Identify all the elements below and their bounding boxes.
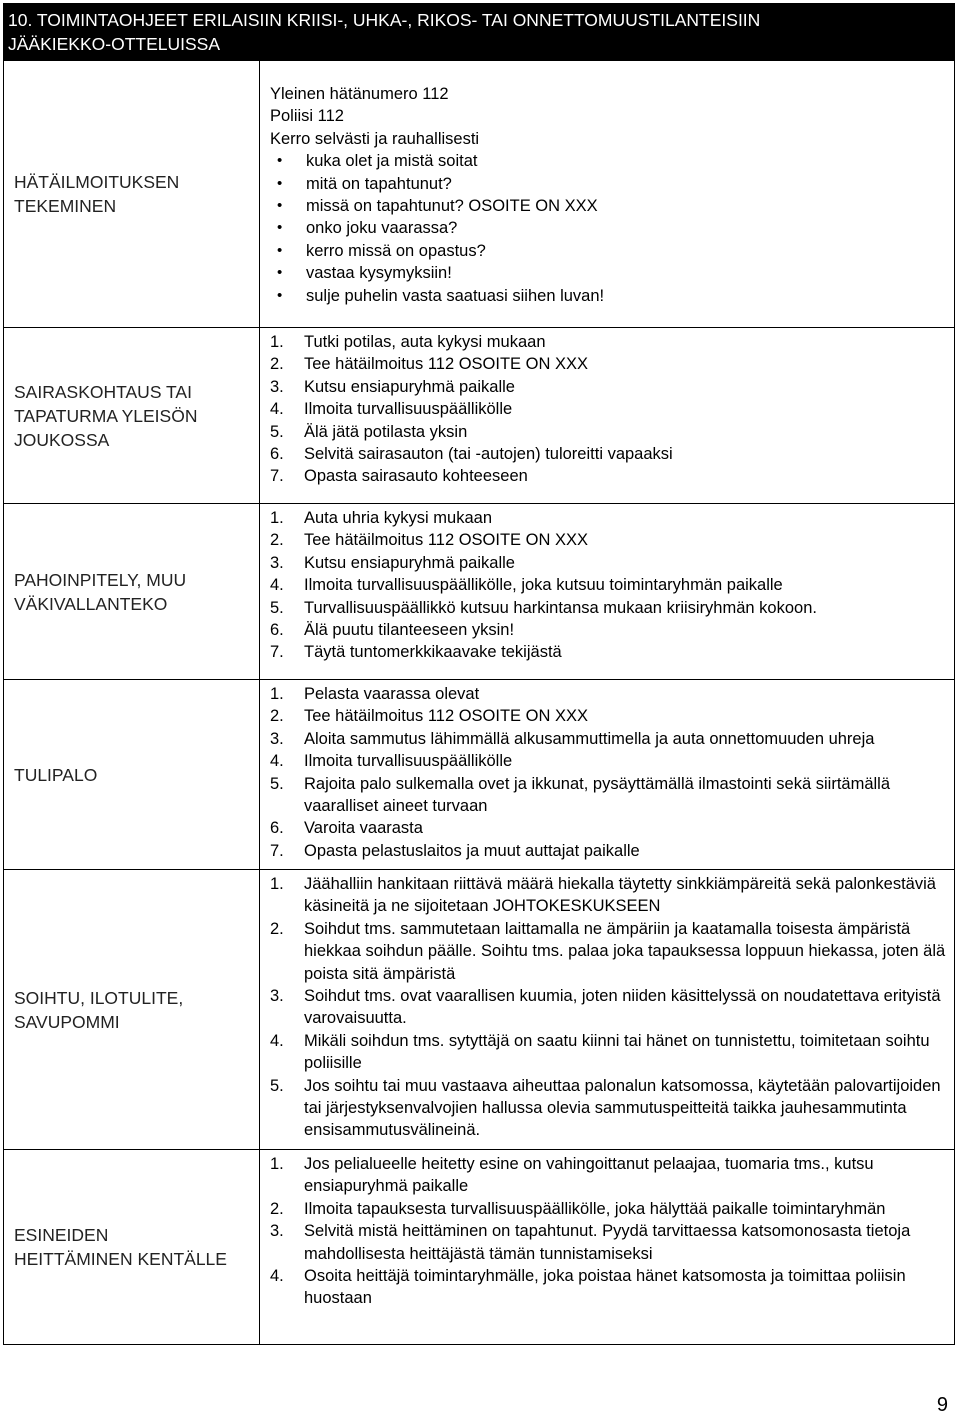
list-item — [270, 353, 948, 375]
label-line: SOIHTU, ILOTULITE, — [14, 987, 184, 1008]
item-number: 2. — [270, 707, 284, 726]
label-line: SAIRASKOHTAUS TAI — [14, 381, 192, 402]
list-item — [270, 552, 948, 574]
label-cell-tulipalo — [4, 680, 260, 870]
list-item — [270, 773, 948, 818]
list-item — [270, 619, 948, 641]
section-label — [4, 1223, 259, 1271]
item-text: Täytä tuntomerkkikaavake tekijästä — [304, 643, 562, 662]
instructions-table — [3, 3, 955, 1345]
list-item — [270, 728, 948, 750]
item-text: Älä jätä potilasta yksin — [304, 422, 468, 441]
label-line: HÄTÄILMOITUKSEN — [14, 172, 180, 192]
row-sairaskohtaus — [4, 328, 955, 504]
label-cell-esineiden — [4, 1150, 260, 1345]
item-text: Jos soihtu tai muu vastaava aiheuttaa palonalun katsomossa, käytetään palovartijoiden tai järjestyksenvalvojien hallussa olevia sammutuspeitteitä taikka jauhesammutinta ensisammutusvälineinä. — [304, 1076, 941, 1140]
list-item — [270, 443, 948, 465]
item-number: 5. — [270, 1076, 284, 1095]
item-text: Auta uhria kykysi mukaan — [304, 509, 493, 527]
bullet-item: • kerro missä on opastus? — [270, 240, 948, 262]
item-number: 6. — [270, 819, 284, 838]
list-item — [270, 750, 948, 772]
content-cell-pahoinpitely — [260, 504, 955, 680]
item-text: Pelasta vaarassa olevat — [304, 685, 480, 703]
content-cell-sairaskohtaus — [260, 328, 955, 504]
item-text: Tee hätäilmoitus 112 OSOITE ON XXX — [304, 707, 588, 726]
content-cell-hatailmoitus — [260, 61, 955, 328]
label-line: PAHOINPITELY, MUU — [14, 569, 187, 590]
list-item — [270, 376, 948, 398]
row-soihtu — [4, 870, 955, 1150]
row-hatailmoitus — [4, 61, 955, 328]
item-number: 4. — [270, 1267, 284, 1286]
section-label — [4, 568, 259, 616]
item-number: 4. — [270, 576, 284, 595]
item-number: 1. — [270, 333, 284, 351]
bullet-item: • missä on tapahtunut? OSOITE ON XXX — [270, 195, 948, 217]
label-line: SAVUPOMMI — [14, 1011, 120, 1032]
list-item — [270, 1198, 948, 1220]
item-number: 3. — [270, 729, 284, 748]
list-item — [270, 1075, 948, 1142]
section-label — [4, 170, 259, 218]
item-text: Rajoita palo sulkemalla ovet ja ikkunat, pysäyttämällä ilmastointi sekä siirtämällä vaaralliset aineet turvaan — [304, 774, 891, 816]
item-text: Ilmoita turvallisuuspäällikölle, joka kutsuu toimintaryhmän paikalle — [304, 576, 783, 595]
item-number: 3. — [270, 377, 284, 396]
item-text: Selvitä sairasauton (tai -autojen) tuloreitti vapaaksi — [304, 445, 673, 464]
item-number: 4. — [270, 752, 284, 771]
item-text: Soihdut tms. ovat vaarallisen kuumia, joten niiden käsittelyssä on noudatettava erityistä varovaisuutta. — [304, 987, 941, 1028]
item-text: Tutki potilas, auta kykysi mukaan — [304, 333, 546, 351]
item-number: 5. — [270, 598, 284, 617]
item-number: 5. — [270, 774, 284, 793]
document-title — [4, 4, 955, 61]
content-cell-esineiden — [260, 1150, 955, 1345]
section-label — [4, 763, 259, 787]
instruction-line: Kerro selvästi ja rauhallisesti — [270, 129, 480, 148]
item-number: 1. — [270, 1155, 284, 1173]
list-item — [270, 398, 948, 420]
item-text: Ilmoita turvallisuuspäällikölle — [304, 752, 513, 771]
item-text: Opasta sairasauto kohteeseen — [304, 467, 528, 486]
list-item — [270, 421, 948, 443]
label-line: VÄKIVALLANTEKO — [14, 593, 168, 614]
police-number: Poliisi 112 — [270, 107, 344, 126]
bullet-item: • sulje puhelin vasta saatuasi siihen luvan! — [270, 285, 948, 307]
list-item — [270, 465, 948, 487]
item-number: 7. — [270, 467, 284, 486]
numbered-list — [270, 873, 948, 1142]
label-cell-pahoinpitely — [4, 504, 260, 680]
section-label — [4, 380, 259, 452]
list-item — [270, 985, 948, 1030]
item-text: Älä puutu tilanteeseen yksin! — [304, 621, 515, 640]
item-text: Tee hätäilmoitus 112 OSOITE ON XXX — [304, 355, 588, 374]
list-item — [270, 1265, 948, 1310]
item-number: 4. — [270, 400, 284, 419]
content-cell-soihtu — [260, 870, 955, 1150]
label-line: TEKEMINEN — [14, 196, 117, 216]
item-number: 6. — [270, 445, 284, 464]
title-line-1: 10. TOIMINTAOHJEET ERILAISIIN KRIISI-, UHKA-, RIKOS- TAI ONNETTOMUUSTILANTEISIIN — [8, 10, 761, 30]
list-item — [270, 507, 948, 529]
item-number: 1. — [270, 509, 284, 527]
item-number: 2. — [270, 1199, 284, 1218]
list-item — [270, 817, 948, 839]
item-number: 3. — [270, 553, 284, 572]
numbered-list — [270, 507, 948, 664]
item-number: 6. — [270, 621, 284, 640]
emergency-number: Yleinen hätänumero 112 — [270, 85, 449, 103]
page-number: 9 — [936, 1394, 948, 1416]
numbered-list — [270, 1153, 948, 1310]
list-item — [270, 683, 948, 705]
list-item — [270, 529, 948, 551]
item-number: 3. — [270, 1222, 284, 1241]
item-text: Selvitä mistä heittäminen on tapahtunut. Pyydä tarvittaessa katsomonosasta tietoja mahdollisesta heittäjästä tämän tunnistamiseksi — [304, 1222, 911, 1263]
item-text: Ilmoita tapauksesta turvallisuuspäällikölle, joka hälyttää paikalle toimintaryhmän — [304, 1199, 886, 1218]
list-item — [270, 873, 948, 918]
numbered-list — [270, 331, 948, 488]
label-line: TAPATURMA YLEISÖN — [14, 405, 198, 426]
item-text: Varoita vaarasta — [304, 819, 423, 838]
item-text: Tee hätäilmoitus 112 OSOITE ON XXX — [304, 531, 588, 550]
item-number: 7. — [270, 643, 284, 662]
content-cell-tulipalo — [260, 680, 955, 870]
item-text: Jäähalliin hankitaan riittävä määrä hiekalla täytetty sinkkiämpäreitä sekä palonkestäviä käsineitä ja ne sijoitetaan JOHTOKESKUKSEEN — [304, 875, 936, 916]
bullet-item: • vastaa kysymyksiin! — [270, 262, 948, 284]
list-item — [270, 705, 948, 727]
section-label — [4, 986, 259, 1034]
item-text: Jos pelialueelle heitetty esine on vahingoittanut pelaajaa, tuomaria tms., kutsu ensiapuryhmä paikalle — [304, 1155, 874, 1196]
item-number: 1. — [270, 875, 284, 893]
item-number: 7. — [270, 841, 284, 860]
bullet-list — [270, 150, 948, 307]
list-item — [270, 597, 948, 619]
bullet-item: • onko joku vaarassa? — [270, 217, 948, 239]
list-item — [270, 918, 948, 985]
label-cell-hatailmoitus — [4, 61, 260, 328]
label-line: JOUKOSSA — [14, 429, 110, 450]
list-item — [270, 840, 948, 862]
bullet-item: • mitä on tapahtunut? — [270, 173, 948, 195]
item-text: Opasta pelastuslaitos ja muut auttajat paikalle — [304, 841, 640, 860]
label-line: HEITTÄMINEN KENTÄLLE — [14, 1249, 227, 1269]
item-number: 2. — [270, 919, 284, 938]
label-line: TULIPALO — [14, 764, 98, 785]
item-number: 2. — [270, 355, 284, 374]
list-item — [270, 1153, 948, 1198]
item-text: Soihdut tms. sammutetaan laittamalla ne ämpäriin ja kaatamalla toisesta ämpäristä hiekkaa soihdun päälle. Soihtu tms. palaa joka tapauksessa loppuun hiekassa, joten älä poista sitä ämpäristä — [304, 919, 946, 983]
item-text: Turvallisuuspäällikkö kutsuu harkintansa mukaan kriisiryhmän kokoon. — [304, 598, 817, 617]
label-cell-sairaskohtaus — [4, 328, 260, 504]
title-line-2: JÄÄKIEKKO-OTTELUISSA — [8, 34, 220, 54]
item-text: Kutsu ensiapuryhmä paikalle — [304, 553, 515, 572]
bullet-item: • kuka olet ja mistä soitat — [270, 150, 948, 172]
list-item — [270, 641, 948, 663]
label-line: ESINEIDEN — [14, 1225, 109, 1245]
numbered-list — [270, 683, 948, 862]
row-esineiden — [4, 1150, 955, 1345]
item-text: Kutsu ensiapuryhmä paikalle — [304, 377, 515, 396]
item-text: Ilmoita turvallisuuspäällikölle — [304, 400, 513, 419]
item-number: 5. — [270, 422, 284, 441]
item-text: Aloita sammutus lähimmällä alkusammuttimella ja auta onnettomuuden uhreja — [304, 729, 875, 748]
item-number: 2. — [270, 531, 284, 550]
list-item — [270, 1030, 948, 1075]
row-tulipalo — [4, 680, 955, 870]
list-item — [270, 574, 948, 596]
row-pahoinpitely — [4, 504, 955, 680]
label-cell-soihtu — [4, 870, 260, 1150]
item-text: Osoita heittäjä toimintaryhmälle, joka poistaa hänet katsomosta ja toimittaa poliisin huostaan — [304, 1267, 906, 1308]
item-number: 3. — [270, 987, 284, 1006]
item-text: Mikäli soihdun tms. sytyttäjä on saatu kiinni tai hänet on tunnistettu, toimitetaan soihtu poliisille — [304, 1031, 930, 1073]
item-number: 1. — [270, 685, 284, 703]
item-number: 4. — [270, 1031, 284, 1050]
list-item — [270, 331, 948, 353]
list-item — [270, 1220, 948, 1265]
